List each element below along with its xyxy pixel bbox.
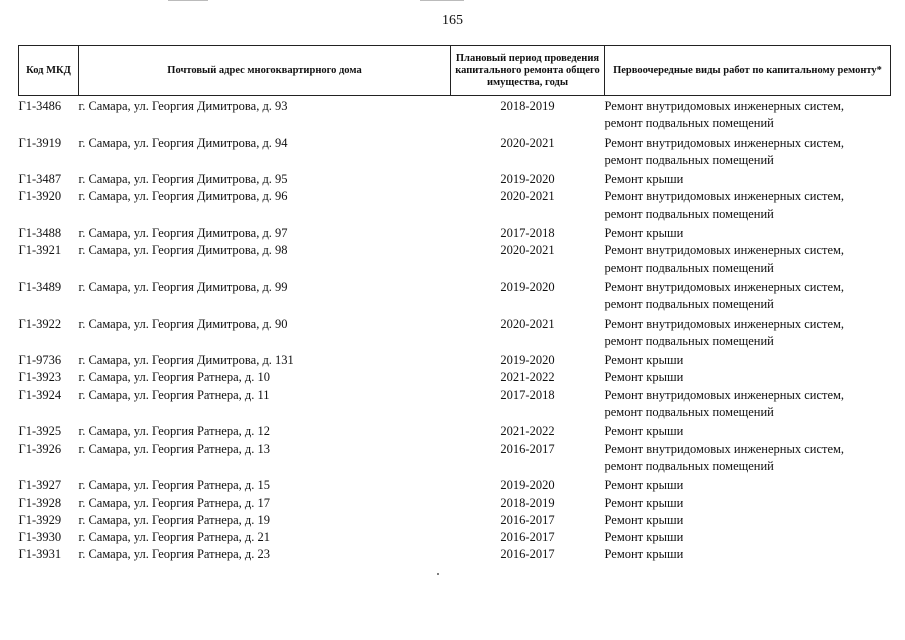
table-row	[19, 477, 891, 494]
row-code: Г1-3486	[18, 99, 62, 113]
row-address: г. Самара, ул. Георгия Ратнера, д. 17	[78, 495, 271, 510]
row-works	[605, 369, 891, 386]
works-line: Ремонт крыши	[604, 370, 684, 385]
table-row	[19, 441, 891, 478]
works-line: Ремонт внутридомовых инженерных систем,	[604, 387, 845, 402]
row-code: Г1-3921	[18, 243, 62, 258]
table-row	[19, 171, 891, 188]
row-period: 2018-2019	[500, 495, 555, 510]
table-row	[19, 529, 891, 546]
row-address: г. Самара, ул. Георгия Димитрова, д. 97	[78, 226, 288, 241]
row-works	[605, 352, 891, 369]
row-works	[605, 225, 891, 242]
row-code: Г1-3489	[18, 279, 62, 294]
row-period: 2017-2018	[500, 387, 555, 402]
row-code: Г1-3929	[18, 512, 62, 527]
header-row	[19, 46, 891, 96]
row-code: Г1-3923	[18, 370, 62, 385]
row-works	[605, 512, 891, 529]
row-works	[605, 529, 891, 546]
row-period: 2021-2022	[500, 424, 555, 439]
scan-speck	[437, 573, 439, 575]
row-code: Г1-3930	[18, 530, 62, 545]
works-line: Ремонт внутридомовых инженерных систем,	[604, 189, 845, 204]
row-address: г. Самара, ул. Георгия Ратнера, д. 10	[78, 370, 271, 385]
row-period: 2016-2017	[500, 512, 555, 527]
row-period: 2020-2021	[500, 316, 555, 331]
works-line: Ремонт внутридомовых инженерных систем,	[604, 279, 845, 294]
row-works	[605, 387, 891, 424]
row-code: Г1-3927	[18, 478, 62, 493]
row-code: Г1-3926	[18, 441, 62, 456]
row-period: 2016-2017	[500, 530, 555, 545]
table-row	[19, 495, 891, 512]
row-works	[605, 279, 891, 316]
row-works	[605, 135, 891, 172]
scan-artifact-top-right	[420, 0, 464, 1]
row-code: Г1-3488	[18, 226, 62, 241]
works-line: ремонт подвальных помещений	[604, 116, 774, 131]
table-row	[19, 512, 891, 529]
scan-artifact-top-left	[168, 0, 208, 1]
works-line: Ремонт крыши	[604, 530, 684, 545]
row-period: 2017-2018	[500, 226, 555, 241]
row-code: Г1-3487	[18, 172, 62, 187]
table-row	[19, 316, 891, 353]
row-address: г. Самара, ул. Георгия Димитрова, д. 131	[78, 353, 294, 368]
row-works	[605, 242, 891, 279]
row-works	[605, 188, 891, 225]
works-line: Ремонт внутридомовых инженерных систем,	[604, 135, 845, 150]
row-works	[605, 477, 891, 494]
table-header	[19, 46, 891, 96]
row-address: г. Самара, ул. Георгия Димитрова, д. 95	[78, 172, 288, 187]
header-period: Плановый период проведения капитального ремонта общего имущества, годы	[451, 46, 605, 96]
works-line: ремонт подвальных помещений	[604, 405, 774, 420]
row-works	[605, 441, 891, 478]
table-body	[19, 96, 891, 564]
works-line: Ремонт внутридомовых инженерных систем,	[604, 441, 845, 456]
row-works	[605, 423, 891, 440]
works-line: Ремонт внутридомовых инженерных систем,	[604, 99, 845, 113]
table-row	[19, 242, 891, 279]
works-line: ремонт подвальных помещений	[604, 333, 774, 348]
row-address: г. Самара, ул. Георгия Ратнера, д. 19	[78, 512, 271, 527]
row-period: 2019-2020	[500, 353, 555, 368]
works-line: Ремонт крыши	[604, 478, 684, 493]
table-row	[19, 135, 891, 172]
works-line: Ремонт крыши	[604, 172, 684, 187]
works-line: Ремонт крыши	[604, 547, 684, 562]
row-period: 2016-2017	[500, 441, 555, 456]
table-row	[19, 387, 891, 424]
works-line: Ремонт крыши	[604, 424, 684, 439]
row-address: г. Самара, ул. Георгия Димитрова, д. 93	[78, 99, 288, 113]
works-line: Ремонт крыши	[604, 353, 684, 368]
works-line: Ремонт крыши	[604, 495, 684, 510]
table-row	[19, 279, 891, 316]
table-row	[19, 188, 891, 225]
row-period: 2020-2021	[500, 135, 555, 150]
row-address: г. Самара, ул. Георгия Ратнера, д. 12	[78, 424, 271, 439]
row-address: г. Самара, ул. Георгия Димитрова, д. 96	[78, 189, 288, 204]
works-line: Ремонт крыши	[604, 226, 684, 241]
table-row	[19, 352, 891, 369]
table-row	[19, 98, 891, 135]
row-address: г. Самара, ул. Георгия Димитрова, д. 98	[78, 243, 288, 258]
row-code: Г1-3925	[18, 424, 62, 439]
header-code: Код МКД	[19, 46, 79, 96]
table-row	[19, 423, 891, 440]
works-line: ремонт подвальных помещений	[604, 152, 774, 167]
row-address: г. Самара, ул. Георгия Димитрова, д. 94	[78, 135, 288, 150]
row-address: г. Самара, ул. Георгия Ратнера, д. 13	[78, 441, 271, 456]
table-row	[19, 546, 891, 563]
row-period: 2019-2020	[500, 478, 555, 493]
row-period: 2020-2021	[500, 189, 555, 204]
works-line: Ремонт внутридомовых инженерных систем,	[604, 316, 845, 331]
works-line: ремонт подвальных помещений	[604, 458, 774, 473]
table-row	[19, 225, 891, 242]
works-line: ремонт подвальных помещений	[604, 260, 774, 275]
works-line: Ремонт внутридомовых инженерных систем,	[604, 243, 845, 258]
row-period: 2016-2017	[500, 547, 555, 562]
row-address: г. Самара, ул. Георгия Ратнера, д. 23	[78, 547, 271, 562]
row-works	[605, 316, 891, 353]
row-works	[605, 495, 891, 512]
row-address: г. Самара, ул. Георгия Димитрова, д. 90	[78, 316, 288, 331]
row-code: Г1-3919	[18, 135, 62, 150]
works-line: ремонт подвальных помещений	[604, 206, 774, 221]
header-address: Почтовый адрес многоквартирного дома	[79, 46, 451, 96]
row-period: 2021-2022	[500, 370, 555, 385]
works-line: Ремонт крыши	[604, 512, 684, 527]
row-address: г. Самара, ул. Георгия Ратнера, д. 11	[78, 387, 270, 402]
row-code: Г1-3924	[18, 387, 62, 402]
row-address: г. Самара, ул. Георгия Ратнера, д. 21	[78, 530, 271, 545]
row-code: Г1-3920	[18, 189, 62, 204]
row-address: г. Самара, ул. Георгия Димитрова, д. 99	[78, 279, 288, 294]
row-address: г. Самара, ул. Георгия Ратнера, д. 15	[78, 478, 271, 493]
table-row	[19, 369, 891, 386]
row-code: Г1-9736	[18, 353, 62, 368]
row-works	[605, 546, 891, 563]
row-period: 2019-2020	[500, 279, 555, 294]
row-code: Г1-3928	[18, 495, 62, 510]
row-works	[605, 98, 891, 135]
row-period: 2019-2020	[500, 172, 555, 187]
header-works: Первоочередные виды работ по капитальному ремонту*	[605, 46, 891, 96]
row-period: 2018-2019	[500, 99, 555, 113]
row-code: Г1-3922	[18, 316, 62, 331]
registry-table	[18, 45, 891, 564]
works-line: ремонт подвальных помещений	[604, 297, 774, 312]
row-code: Г1-3931	[18, 547, 62, 562]
row-period: 2020-2021	[500, 243, 555, 258]
row-works	[605, 171, 891, 188]
page-number: 165	[442, 13, 463, 28]
